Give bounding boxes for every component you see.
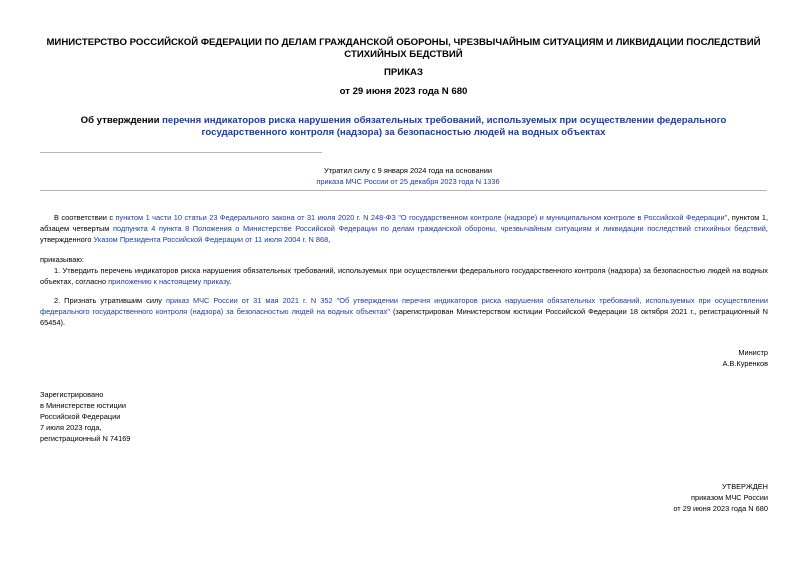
signature-name: А.В.Куренков: [722, 359, 768, 368]
approval-line: приказом МЧС России: [691, 493, 768, 502]
doc-title: [40, 115, 767, 138]
registration-line: регистрационный N 74169: [40, 434, 131, 443]
preamble-text-4: ,: [328, 235, 331, 244]
preamble-link-law[interactable]: пунктом 1 части 10 статьи 23 Федерального закона от 31 июля 2020 г. N 248-ФЗ "О государственном контроле (надзоре) и муниципальном контроле в Российской Федерации": [115, 213, 728, 222]
status-note: [248, 165, 568, 187]
item1-link-appendix[interactable]: приложению к настоящему приказу: [108, 277, 230, 286]
registration-line: Российской Федерации: [40, 412, 121, 421]
item2-text: 2. Признать утратившим силу: [54, 296, 166, 305]
item2-end: (зарегистрирован Министерством юстиции Российской Федерации 18 октября 2021 г., регистрационный N 65454).: [40, 307, 768, 327]
preamble-link-regulation[interactable]: подпункта 4 пункта 8 Положения о Министерстве Российской Федерации по делам гражданской обороны, чрезвычайным ситуациям и ликвидации последствий стихийных бедствий: [112, 224, 766, 233]
item1-end: .: [229, 277, 232, 286]
preamble-text-2: , пунктом 1, абзацем четвертым: [40, 213, 769, 233]
approval-line: УТВЕРЖДЕН: [721, 482, 768, 491]
preamble-text-3: , утвержденного: [40, 224, 768, 244]
registration-block: [40, 389, 240, 444]
order-item-2: [40, 295, 768, 328]
doc-date-number: от 29 июня 2023 года N 680: [339, 86, 468, 97]
doc-type-heading: ПРИКАЗ: [384, 67, 423, 78]
approval-line: от 29 июня 2023 года N 680: [673, 504, 768, 513]
registration-line: в Министерстве юстиции: [40, 401, 127, 410]
title-prefix: Об утверждении: [80, 115, 163, 126]
top-divider: [40, 152, 322, 153]
title-link[interactable]: перечня индикаторов риска нарушения обязательных требований, используемых при осуществлении федерального государственного контроля (надзора) за безопасностью людей на водных объектах: [162, 115, 727, 138]
ministry-heading: МИНИСТЕРСТВО РОССИЙСКОЙ ФЕДЕРАЦИИ ПО ДЕЛАМ ГРАЖДАНСКОЙ ОБОРОНЫ, ЧРЕЗВЫЧАЙНЫМ СИТУАЦИЯМ И ЛИКВИДАЦИИ ПОСЛЕДСТВИЙ СТИХИЙНЫХ БЕДСТВИЙ: [46, 37, 761, 60]
status-divider: [40, 190, 767, 191]
item1-text: 1. Утвердить перечень индикаторов риска нарушения обязательных требований, используемых при осуществлении федерального государственного контроля (надзора) за безопасностью людей на водных объектах, согласно: [40, 266, 768, 286]
signature-position: Министр: [738, 348, 768, 357]
registration-line: Зарегистрировано: [40, 390, 104, 399]
signature-block: [568, 347, 768, 369]
preamble-paragraph: [40, 212, 768, 245]
approval-block: [568, 481, 768, 514]
item2-link-old-order[interactable]: приказ МЧС России от 31 мая 2021 г. N 352 "Об утверждении перечня индикаторов риска нарушения обязательных требований, используемых при осуществлении федерального государственного контроля (надзора) за безопасностью людей на водных объектах": [40, 296, 768, 316]
status-line: Утратил силу с 9 января 2024 года на основании: [324, 166, 492, 175]
order-item-1: [40, 265, 768, 287]
registration-line: 7 июля 2023 года,: [40, 423, 102, 432]
preamble-link-decree[interactable]: Указом Президента Российской Федерации от 11 июля 2004 г. N 868: [93, 235, 329, 244]
preamble-text-1: В соответствии с: [54, 213, 116, 222]
status-link[interactable]: приказа МЧС России от 25 декабря 2023 года N 1336: [316, 177, 500, 186]
order-word: приказываю:: [40, 255, 84, 264]
